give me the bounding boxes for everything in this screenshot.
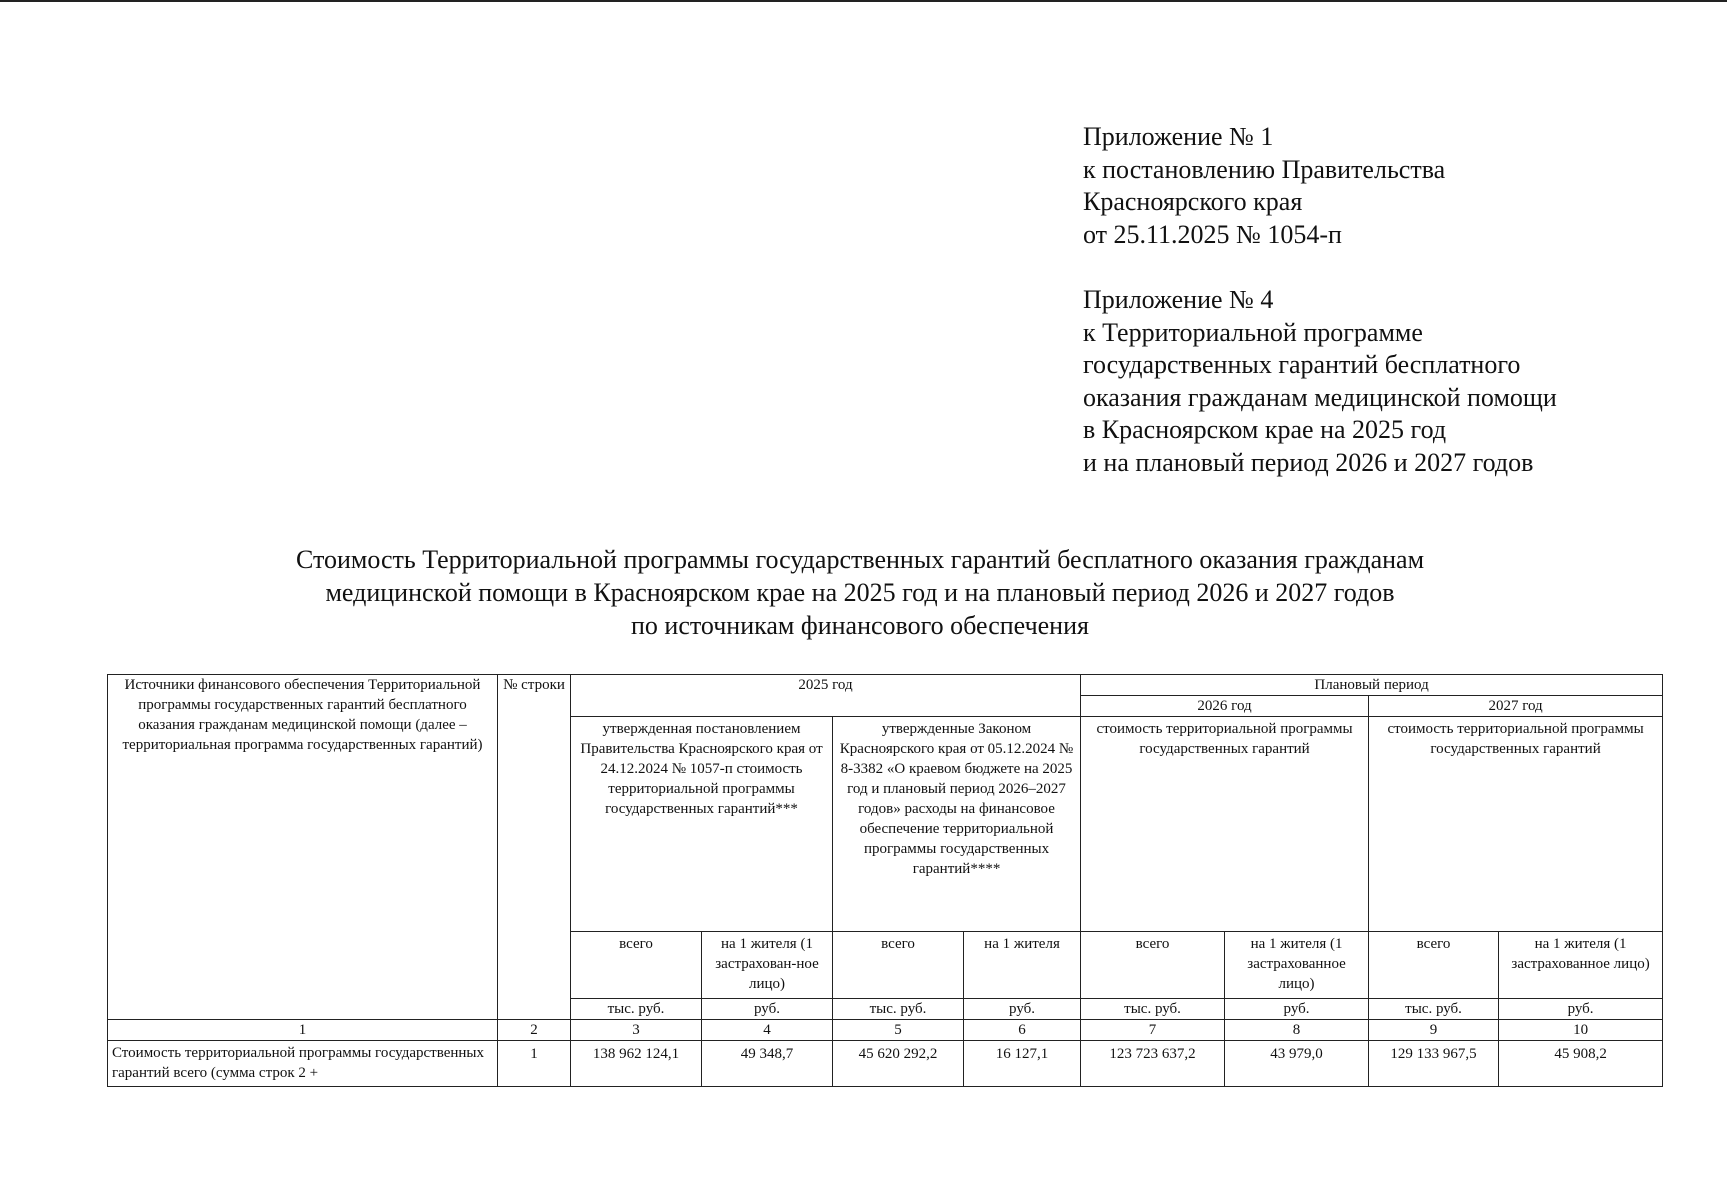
column-number: 4 [702, 1020, 833, 1041]
header-year-2025: 2025 год [571, 675, 1081, 717]
appendix-4-line: оказания гражданам медицинской помощи [1083, 382, 1557, 412]
row-label-text: Стоимость территориальной программы государственных гарантий всего (сумма строк 2 + [112, 1045, 485, 1081]
header-row-number: № строки [498, 675, 571, 1020]
appendix-4-line: государственных гарантий бесплатного [1083, 350, 1521, 379]
row-value: 123 723 637,2 [1081, 1041, 1225, 1087]
column-number: 7 [1081, 1020, 1225, 1041]
title-line: медицинской помощи в Красноярском крае на 2025 год и на плановый период 2026 и 2027 годов [325, 578, 1395, 607]
appendix-1-line: Приложение № 1 [1083, 122, 1274, 151]
header-total: всего [1081, 932, 1225, 999]
appendix-4-line: и на плановый период 2026 и 2027 годов [1083, 447, 1534, 477]
title-line: по источникам финансового обеспечения [631, 611, 1089, 640]
unit-rub: руб. [1225, 999, 1369, 1020]
header-per-resident: на 1 жителя [964, 932, 1081, 999]
row-value: 49 348,7 [702, 1041, 833, 1087]
row-value: 129 133 967,5 [1369, 1041, 1499, 1087]
unit-thousand-rub: тыс. руб. [1369, 999, 1499, 1020]
header-total: всего [571, 932, 702, 999]
table-row [108, 1041, 1663, 1087]
header-cost-2026: стоимость территориальной программы государственных гарантий [1081, 717, 1369, 932]
column-number: 2 [498, 1020, 571, 1041]
appendix-1-header [1083, 121, 1703, 251]
unit-thousand-rub: тыс. руб. [833, 999, 964, 1020]
unit-thousand-rub: тыс. руб. [1081, 999, 1225, 1020]
header-per-resident: на 1 жителя (1 застрахованное лицо) [1225, 932, 1369, 999]
unit-thousand-rub: тыс. руб. [571, 999, 702, 1020]
appendix-4-header [1083, 284, 1703, 479]
header-per-resident: на 1 жителя (1 застрахованное лицо) [1499, 932, 1663, 999]
cost-table [107, 674, 1663, 1087]
unit-rub: руб. [702, 999, 833, 1020]
column-number: 9 [1369, 1020, 1499, 1041]
row-value: 16 127,1 [964, 1041, 1081, 1087]
appendix-4-line: в Красноярском крае на 2025 год [1083, 415, 1447, 444]
appendix-4-line: Приложение № 4 [1083, 285, 1274, 314]
page-top-edge [0, 0, 1727, 2]
row-value: 138 962 124,1 [571, 1041, 702, 1087]
column-number: 1 [108, 1020, 498, 1041]
unit-rub: руб. [1499, 999, 1663, 1020]
appendix-1-line: Красноярского края [1083, 187, 1303, 216]
header-total: всего [1369, 932, 1499, 999]
unit-rub: руб. [964, 999, 1081, 1020]
header-total: всего [833, 932, 964, 999]
column-number: 6 [964, 1020, 1081, 1041]
header-per-resident: на 1 жителя (1 застрахован-ное лицо) [702, 932, 833, 999]
header-source: Источники финансового обеспечения Территориальной программы государственных гарантий бесплатного оказания гражданам медицинской помощи (далее – территориальная программа государственных гарантий) [108, 675, 498, 1020]
column-number: 10 [1499, 1020, 1663, 1041]
column-number: 3 [571, 1020, 702, 1041]
row-label [108, 1041, 498, 1087]
column-number: 5 [833, 1020, 964, 1041]
row-value: 45 908,2 [1499, 1041, 1663, 1087]
header-planned-period: Плановый период [1081, 675, 1663, 696]
row-value: 43 979,0 [1225, 1041, 1369, 1087]
title-line: Стоимость Территориальной программы государственных гарантий бесплатного оказания гражданам [295, 545, 1425, 574]
document-title [180, 543, 1540, 642]
header-approved-law: утвержденные Законом Красноярского края от 05.12.2024 № 8-3382 «О краевом бюджете на 2025 год и плановый период 2026–2027 годов» расходы на финансовое обеспечение территориальной программы государственных гарантий**** [833, 717, 1081, 932]
header-cost-2027: стоимость территориальной программы государственных гарантий [1369, 717, 1663, 932]
row-number: 1 [498, 1041, 571, 1087]
header-year-2026: 2026 год [1081, 696, 1369, 717]
header-year-2027: 2027 год [1369, 696, 1663, 717]
header-approved-resolution: утвержденная постановлением Правительства Красноярского края от 24.12.2024 № 1057-п стоимость территориальной программы государственных гарантий*** [571, 717, 833, 932]
appendix-4-line: к Территориальной программе [1083, 317, 1423, 347]
column-number: 8 [1225, 1020, 1369, 1041]
appendix-1-line: от 25.11.2025 № 1054-п [1083, 219, 1342, 249]
appendix-1-line: к постановлению Правительства [1083, 154, 1446, 184]
row-value: 45 620 292,2 [833, 1041, 964, 1087]
